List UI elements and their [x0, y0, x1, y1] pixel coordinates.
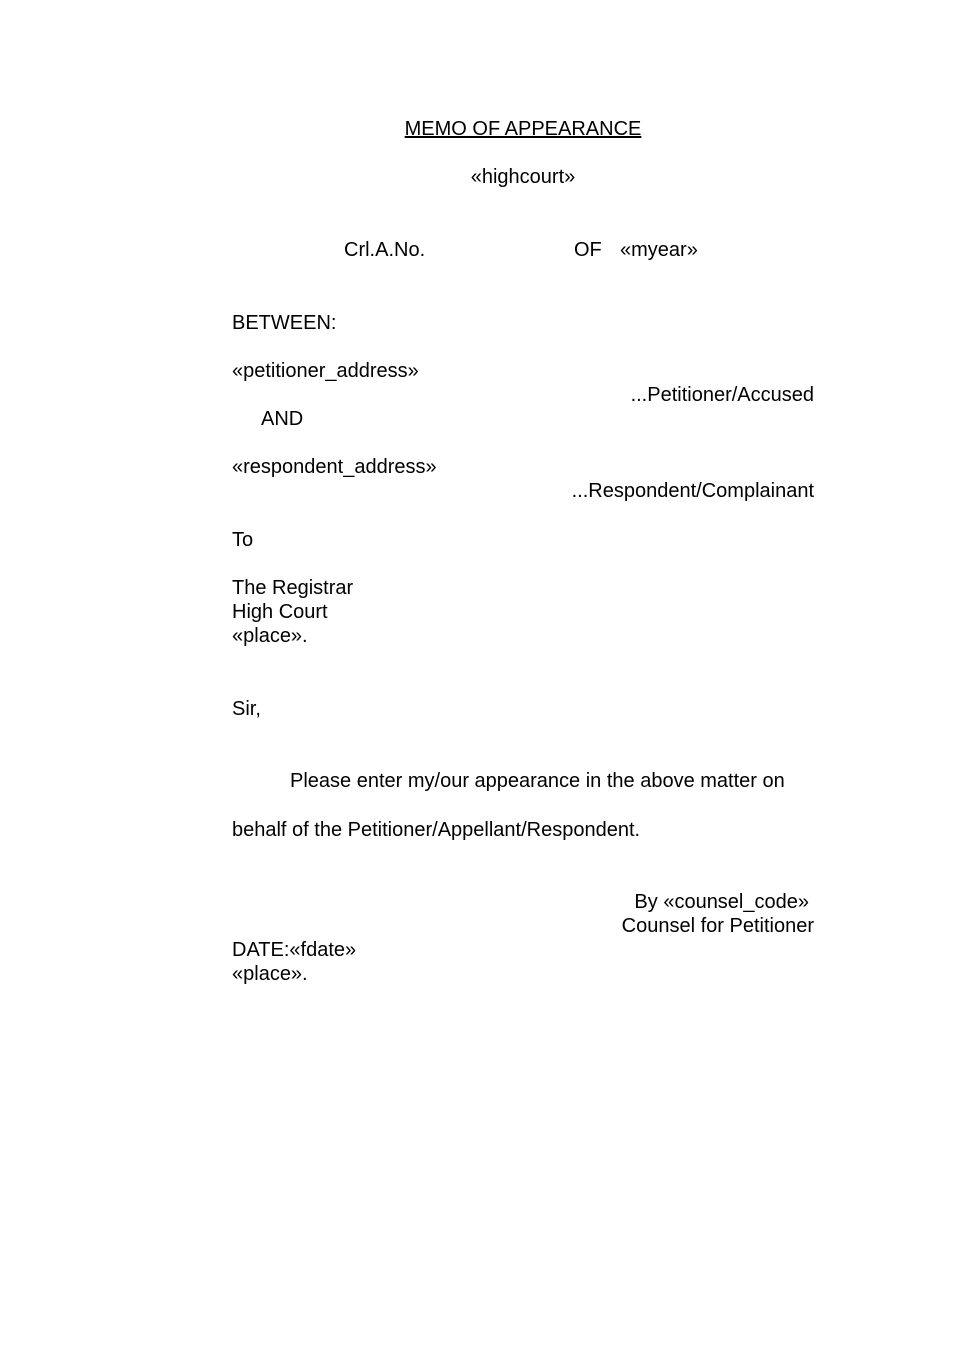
between-label: BETWEEN:: [232, 312, 337, 334]
case-year: «myear»: [620, 239, 698, 261]
to-label: To: [232, 529, 254, 551]
addressee-line-1: The Registrar: [232, 577, 354, 599]
case-number-label: Crl.A.No.: [344, 239, 426, 261]
signature-role: Counsel for Petitioner: [621, 915, 814, 937]
date-line: DATE:«fdate»: [232, 939, 357, 961]
petitioner-address: «petitioner_address»: [232, 360, 419, 382]
signature-by-line: By «counsel_code»: [634, 891, 809, 913]
body-line-1: Please enter my/our appearance in the above matter on: [290, 770, 785, 792]
respondent-role: ...Respondent/Complainant: [571, 480, 814, 502]
salutation: Sir,: [232, 698, 261, 720]
addressee-line-3: «place».: [232, 625, 308, 647]
place-line: «place».: [232, 963, 308, 985]
and-label: AND: [261, 408, 304, 430]
body-line-2: behalf of the Petitioner/Appellant/Respondent.: [232, 819, 641, 841]
court-name: «highcourt»: [470, 166, 576, 188]
case-of-label: OF: [574, 239, 602, 261]
petitioner-role: ...Petitioner/Accused: [630, 384, 814, 406]
document-title: MEMO OF APPEARANCE: [404, 118, 642, 140]
addressee-line-2: High Court: [232, 601, 328, 623]
respondent-address: «respondent_address»: [232, 456, 437, 478]
